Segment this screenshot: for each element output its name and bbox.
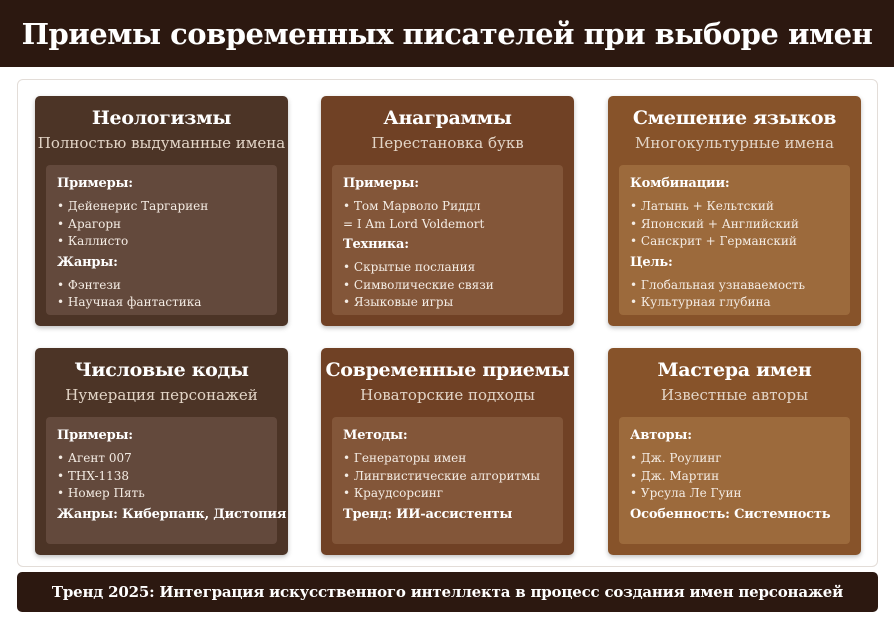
footer-banner — [17, 572, 878, 612]
list-item: • THX-1138 — [57, 468, 130, 483]
list-item: • Глобальная узнаваемость — [630, 277, 805, 292]
list-item: • Каллисто — [57, 234, 129, 248]
card-subtitle: Полностью выдуманные имена — [37, 134, 286, 152]
list-item: • Дейенерис Таргариен — [57, 199, 209, 213]
card-title: Анаграммы — [383, 107, 512, 129]
item-list — [343, 450, 563, 503]
list-item: • Научная фантастика — [57, 295, 202, 309]
section-heading: Методы: — [343, 428, 408, 443]
list-item: • Номер Пять — [57, 486, 145, 500]
header-bar — [0, 0, 894, 67]
list-item: • Культурная глубина — [630, 295, 771, 309]
card-subtitle: Многокультурные имена — [635, 134, 834, 152]
list-item: • Дж. Роулинг — [630, 451, 722, 465]
section-heading: Цель: — [630, 254, 673, 270]
list-item: • Урсула Ле Гуин — [630, 486, 742, 500]
item-list — [57, 277, 277, 312]
card-anagrams — [321, 96, 574, 326]
item-list — [630, 450, 850, 503]
card-title: Мастера имен — [657, 359, 812, 381]
list-item: • Краудсорсинг — [343, 486, 444, 500]
card-modern-techniques — [321, 348, 574, 555]
card-language-mixing — [608, 96, 861, 326]
footer-text: Тренд 2025: Интеграция искусственного интеллекта в процесс создания имен персонажей — [51, 583, 844, 601]
section-heading: Тренд: ИИ-ассистенты — [343, 506, 513, 522]
item-list — [630, 277, 850, 312]
list-item: • Фэнтези — [57, 277, 121, 292]
list-item: • Японский + Английский — [630, 216, 799, 231]
list-item: • Лингвистические алгоритмы — [343, 468, 540, 483]
section-heading: Комбинации: — [630, 176, 730, 191]
list-item: • Том Марволо Риддл — [343, 199, 481, 213]
list-item: • Дж. Мартин — [630, 468, 720, 483]
section-heading: Примеры: — [57, 176, 133, 191]
item-list — [343, 259, 563, 312]
card-subtitle: Известные авторы — [660, 386, 809, 404]
item-list — [630, 198, 850, 251]
card-details — [46, 417, 287, 544]
section-heading: Примеры: — [57, 428, 133, 443]
list-item: • Генераторы имен — [343, 451, 467, 465]
list-item: • Скрытые послания — [343, 260, 476, 274]
section-heading: Техника: — [343, 237, 409, 252]
list-item: • Языковые игры — [343, 295, 454, 309]
section-heading: Жанры: — [57, 254, 118, 270]
card-title: Числовые коды — [74, 359, 249, 381]
page-title: Приемы современных писателей при выборе имен — [21, 16, 873, 51]
card-name-masters — [608, 348, 861, 555]
section-heading: Жанры: Киберпанк, Дистопия — [57, 506, 287, 522]
list-item: • Агент 007 — [57, 451, 132, 465]
list-item: • Латынь + Кельтский — [630, 199, 774, 213]
item-list — [343, 198, 563, 233]
item-list — [57, 450, 277, 503]
list-item: • Символические связи — [343, 277, 494, 292]
card-details — [332, 417, 563, 544]
card-subtitle: Перестановка букв — [371, 134, 524, 152]
section-heading: Особенность: Системность — [630, 506, 831, 522]
card-details — [46, 165, 277, 315]
card-title: Неологизмы — [91, 107, 232, 129]
section-heading: Примеры: — [343, 176, 419, 191]
list-item: • Санскрит + Германский — [630, 234, 797, 248]
card-numeric-codes — [35, 348, 288, 555]
item-list — [57, 198, 277, 251]
card-title: Современные приемы — [325, 359, 570, 381]
card-subtitle: Новаторские подходы — [360, 386, 535, 404]
card-subtitle: Нумерация персонажей — [65, 386, 258, 404]
card-details — [619, 165, 850, 315]
card-neologisms — [35, 96, 288, 326]
list-item: • Арагорн — [57, 216, 122, 231]
card-details — [619, 417, 850, 544]
card-details — [332, 165, 563, 315]
card-title: Смешение языков — [632, 107, 837, 129]
list-item: = I Am Lord Voldemort — [343, 216, 485, 231]
section-heading: Авторы: — [630, 428, 692, 443]
